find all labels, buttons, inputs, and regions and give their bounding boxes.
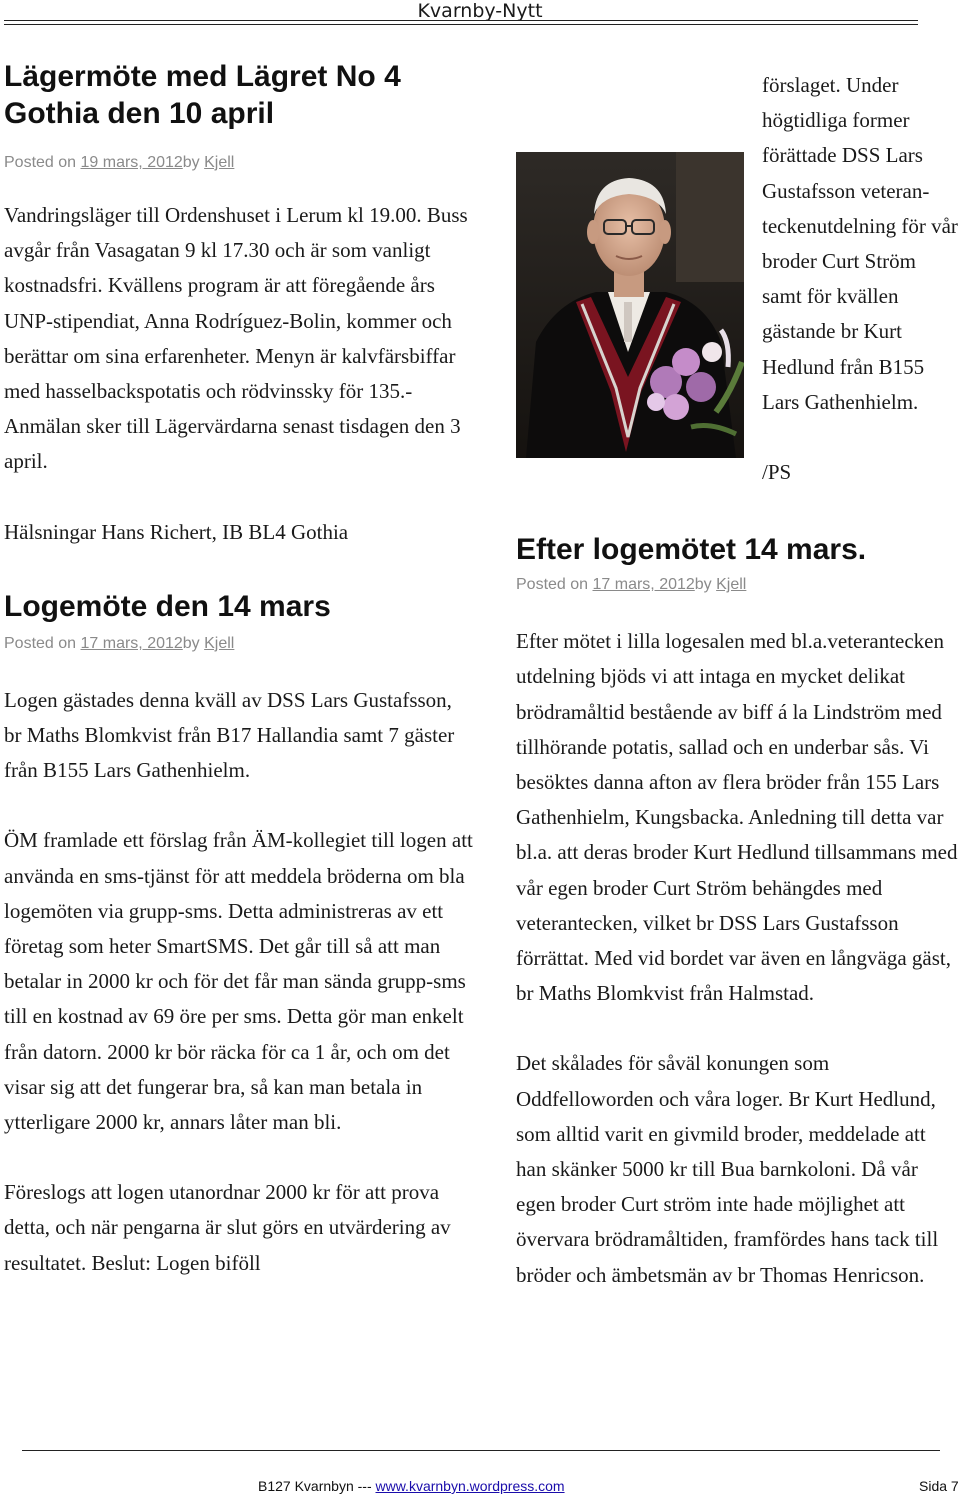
footer-lodge-label: B127 Kvarnbyn --- [258,1478,376,1494]
post-paragraph-continuation: förslaget. Under högtidliga former förättade DSS Lars Gustafsson veteran-teckenutdelning för vår broder Curt Ström samt för kvällen gästande br Kurt Hedlund från B155 Lars Gathenhielm. [762,73,958,414]
newsletter-title: Kvarnby-Nytt [417,0,543,22]
post-signature: /PS [762,460,792,485]
footer-credit [258,1478,565,1494]
post-meta [4,635,474,653]
portrait-photo-image [516,152,744,458]
post-meta [4,154,474,172]
post-paragraph: Det skålades för såväl konungen som Oddfelloworden och våra loger. Br Kurt Hedlund, som alltid varit en givmild broder, meddelade att han skänker 5000 kr till Bua barnkoloni. Då vår egen broder Curt ström inte hade möjlighet att övervara brödramåltiden, framfördes hans tack till bröder och ämbetsmän av br Thomas Henricson. [516,1051,939,1287]
post-title: Logemöte den 14 mars [4,589,331,623]
posted-on-label: Posted on [4,154,81,171]
header-divider [4,20,918,21]
post-author-link[interactable]: Kjell [204,634,235,652]
page-number: Sida 7 [919,1478,959,1494]
posted-on-label: Posted on [516,576,593,594]
footer-divider [22,1450,940,1451]
post-paragraph: Föreslogs att logen utanordnar 2000 kr för att prova detta, och när pengarna är slut görs en utvärdering av resultatet. Beslut: Logen biföll [4,1180,451,1275]
post-title: Lägermöte med Lägret No 4 Gothia den 10 april [4,60,401,130]
by-label: by [182,154,205,171]
post-meta [516,576,960,594]
by-label: by [182,634,205,652]
post-paragraph: Logen gästades denna kväll av DSS Lars Gustafsson, br Maths Blomkvist från B17 Hallandia samt 7 gäster från B155 Lars Gathenhielm. [4,687,455,783]
post-date-link[interactable]: 17 mars, 2012 [80,634,183,652]
left-column [4,58,474,1281]
post-date-link[interactable]: 19 mars, 2012 [80,154,183,171]
post-efter-logemotet [516,531,960,1293]
post-author-link[interactable]: Kjell [716,576,747,594]
post-date-link[interactable]: 17 mars, 2012 [592,576,695,594]
post-author-link[interactable]: Kjell [204,154,235,171]
right-column [516,68,960,1293]
by-label: by [694,576,717,594]
post-title: Efter logemötet 14 mars. [516,533,867,567]
post-paragraph: Efter mötet i lilla logesalen med bl.a.veterantecken utdelning bjöds vi att intaga en mycket delikat brödramåltid bestående av biff á la Lindström med tillhörande potatis, sallad och en underbar sås. Vi besöktes danna afton av flera bröder från 155 Lars Gathenhielm, Kungsbacka. Anledning till detta var bl.a. att deras broder Kurt Hedlund tillsammans med vår egen broder Curt Ström behängdes med veterantecken, vilket br DSS Lars Gustafsson förrättat. Med vid bordet var även en långväga gäst, br Maths Blomkvist från Halmstad. [516,629,958,1006]
posted-on-label: Posted on [4,634,81,652]
portrait-photo [516,152,744,458]
footer-website-link[interactable]: www.kvarnbyn.wordpress.com [375,1478,565,1494]
post-paragraph: ÖM framlade ett förslag från ÄM-kollegiet till logen att använda en sms-tjänst för att meddela bröderna om bla logemöten via grupp-sms. Detta administreras av ett företag som heter SmartSMS. Det går till så att man betalar in 2000 kr och för det får man sända grupp-sms till en kostnad av 69 öre per sms. Detta gör man enkelt från datorn. 2000 kr bör räcka för ca 1 år, och om det visar sig att det fungerar bra, så kan man betala in ytterligare 2000 kr, annars låter man bli. [4,828,473,1135]
post-paragraph: Vandringsläger till Ordenshuset i Lerum kl 19.00. Buss avgår från Vasagatan 9 kl 17.30 och är som vanligt kostnadsfri. Kvällens program är att föregående års UNP-stipendiat, Anna Rodríguez-Bolin, kommer och berättar om sina erfarenheter. Menyn är kalvfärsbiffar med hasselbackspotatis och rödvinssky för 135.- Anmälan sker till Lägervärdarna senast tisdagen den 3 april. [4,203,468,474]
header-divider-second [4,24,918,25]
post-lagermote [4,58,474,550]
post-logemote [4,588,474,1281]
post-paragraph: Hälsningar Hans Richert, IB BL4 Gothia [4,519,349,544]
